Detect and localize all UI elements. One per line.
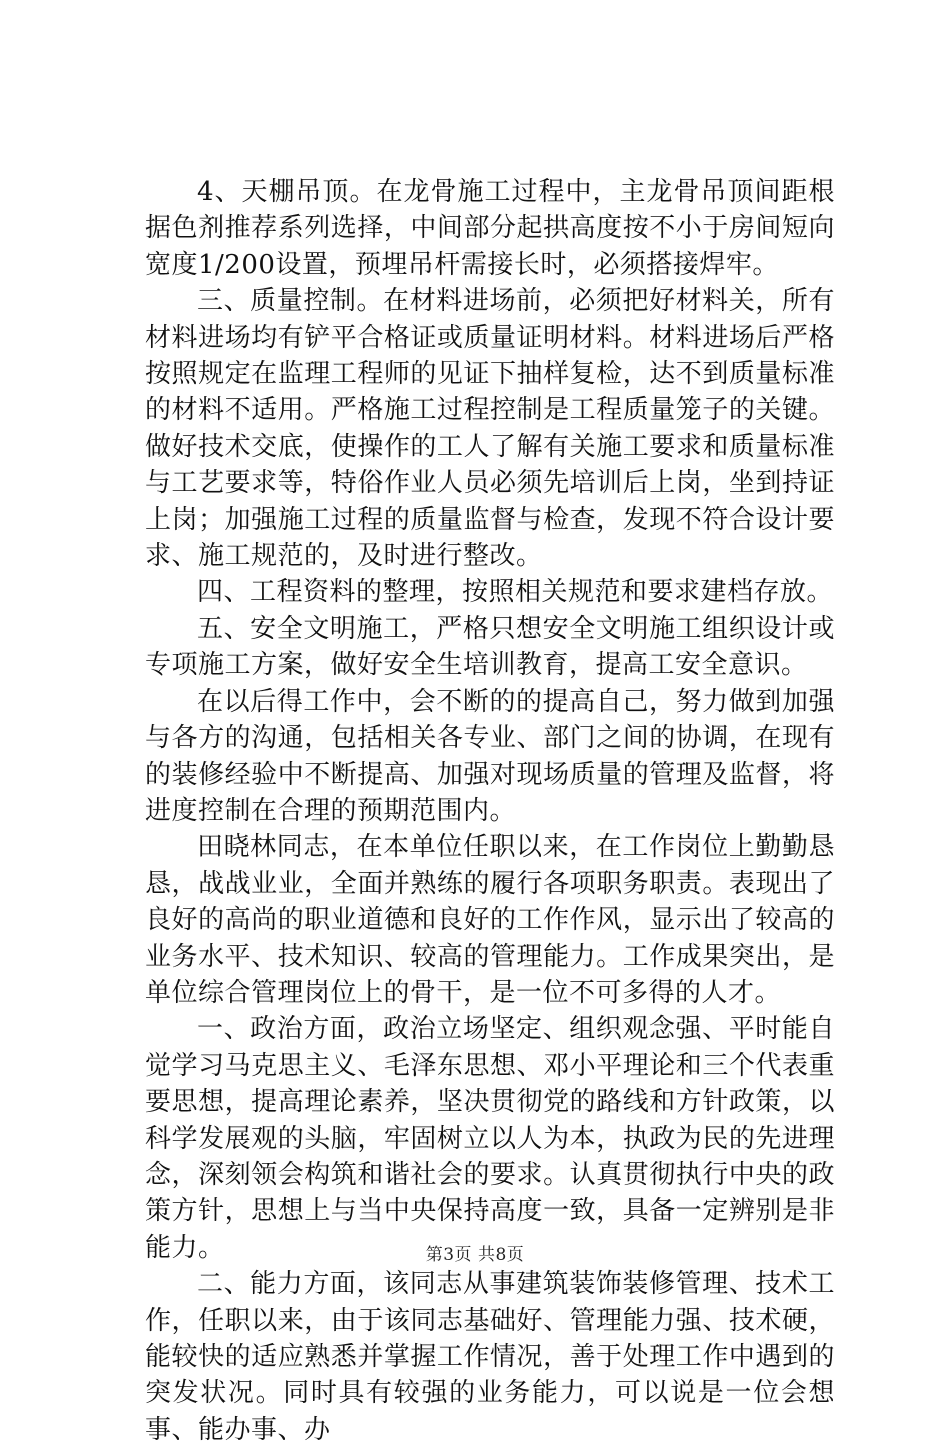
paragraph-ability: 二、能力方面，该同志从事建筑装饰装修管理、技术工作，任职以来，由于该同志基础好、管理能力强、技术硬，能较快的适应熟悉并掌握工作情况，善于处理工作中遇到的突发状况。同时具有较强的业务能力，可以说是一位会想事、能办事、办 — [145, 1269, 835, 1445]
paragraph-future-work: 在以后得工作中，会不断的的提高自己，努力做到加强与各方的沟通，包括相关各专业、部门之间的协调，在现有的装修经验中不断提高、加强对现场质量的管理及监督，将进度控制在合理的预期范围内。 — [145, 686, 835, 826]
paragraph-quality-control: 三、质量控制。在材料进场前，必须把好材料关，所有材料进场均有铲平合格证或质量证明材料。材料进场后严格按照规定在监理工程师的见证下抽样复检，达不到质量标准的材料不适用。严格施工过程控制是工程质量笼子的关键。做好技术交底，使操作的工人了解有关施工要求和质量标准与工艺要求等，特俗作业人员必须先培训后上岗，坐到持证上岗；加强施工过程的质量监督与检查，发现不符合设计要求、施工规范的，及时进行整改。 — [145, 286, 835, 572]
paragraph-evaluation: 田晓林同志，在本单位任职以来，在工作岗位上勤勤恳恳，战战业业，全面并熟练的履行各项职务职责。表现出了良好的高尚的职业道德和良好的工作作风，显示出了较高的业务水平、技术知识、较高的管理能力。工作成果突出，是单位综合管理岗位上的骨干，是一位不可多得的人才。 — [145, 832, 835, 1008]
paragraph-ceiling: 4、天棚吊顶。在龙骨施工过程中，主龙骨吊顶间距根据色剂推荐系列选择，中间部分起拱高度按不小于房间短向宽度1/200设置，预埋吊杆需接长时，必须搭接焊牢。 — [145, 177, 835, 280]
paragraph-documentation: 四、工程资料的整理，按照相关规范和要求建档存放。 — [197, 577, 834, 608]
page-number-footer: 第3页 共8页 — [425, 1245, 525, 1265]
paragraph-political: 一、政治方面，政治立场坚定、组织观念强、平时能自觉学习马克思主义、毛泽东思想、邓小平理论和三个代表重要思想，提高理论素养，坚决贯彻党的路线和方针政策，以科学发展观的头脑，牢固树立以人为本，执政为民的先进理念，深刻领会构筑和谐社会的要求。认真贯彻执行中央的政策方针，思想上与当中央保持高度一致，具备一定辨别是非能力。 — [145, 1014, 835, 1263]
paragraph-safety: 五、安全文明施工，严格只想安全文明施工组织设计或专项施工方案，做好安全生培训教育，提高工安全意识。 — [145, 613, 835, 681]
